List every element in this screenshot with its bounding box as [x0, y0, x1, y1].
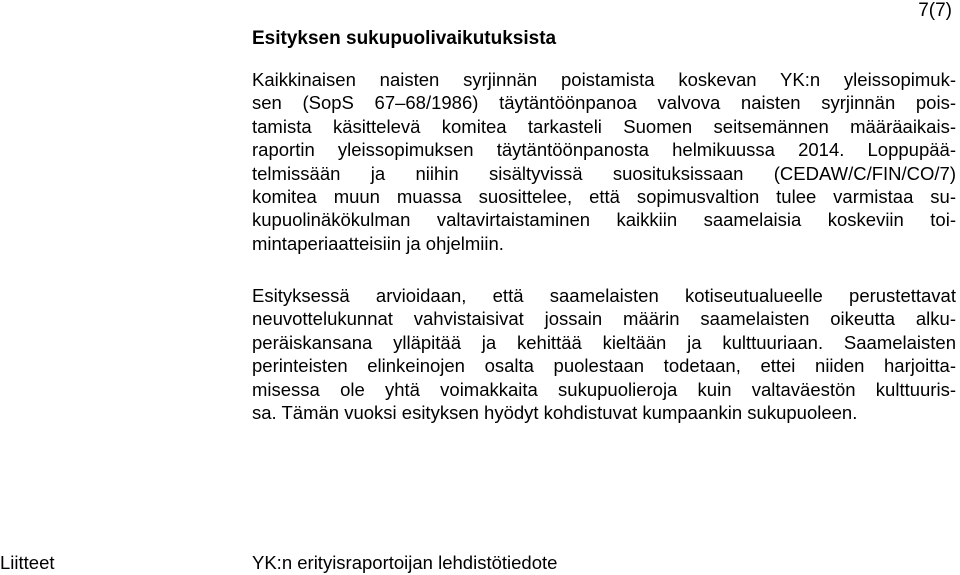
paragraph-line: mintaperiaatteisiin ja ohjelmiin. [252, 232, 504, 254]
paragraph-line: perinteisten elinkeinojen osalta puolestaan todetaan, ettei niiden harjoitta- [252, 355, 956, 377]
paragraph-line: sa. Tämän vuoksi esityksen hyödyt kohdistuvat kumpaankin sukupuoleen. [252, 402, 858, 424]
attachments-value: YK:n erityisraportoijan lehdistötiedote [252, 552, 558, 573]
paragraph-line: kupuolinäkökulman valtavirtaistaminen kaikkiin saamelaisia koskeviin toi- [252, 209, 956, 231]
page-number: 7(7) [918, 0, 952, 21]
paragraph-line: telmissään ja niihin sisältyvissä suosituksissaan (CEDAW/C/FIN/CO/7) [252, 162, 956, 184]
paragraph-line: komitea muun muassa suosittelee, että sopimusvaltion tulee varmistaa su- [252, 186, 956, 208]
paragraph-line: misessa ole yhtä voimakkaita sukupuolieroja kuin valtaväestön kulttuuris- [252, 378, 956, 400]
paragraph-line: raportin yleissopimuksen täytäntöönpanosta helmikuussa 2014. Loppupää- [252, 139, 956, 161]
paragraph-line: neuvottelukunnat vahvistaisivat jossain määrin saamelaisten oikeutta alku- [252, 308, 956, 330]
paragraph-cedaw [252, 68, 956, 255]
paragraph-assessment [252, 284, 956, 424]
section-heading: Esityksen sukupuolivaikutuksista [252, 28, 557, 49]
paragraph-line: tamista käsittelevä komitea tarkasteli Suomen seitsemännen määräaikais- [252, 115, 956, 137]
paragraph-line: sen (SopS 67–68/1986) täytäntöönpanoa valvova naisten syrjinnän pois- [252, 92, 956, 114]
paragraph-line: Esityksessä arvioidaan, että saamelaisten kotiseutualueelle perustettavat [252, 285, 956, 306]
attachments-label: Liitteet [0, 552, 55, 573]
paragraph-line: Kaikkinaisen naisten syrjinnän poistamista koskevan YK:n yleissopimuk- [252, 69, 956, 90]
paragraph-line: peräiskansana ylläpitää ja kehittää kieltään ja kulttuuriaan. Saamelaisten [252, 331, 956, 353]
